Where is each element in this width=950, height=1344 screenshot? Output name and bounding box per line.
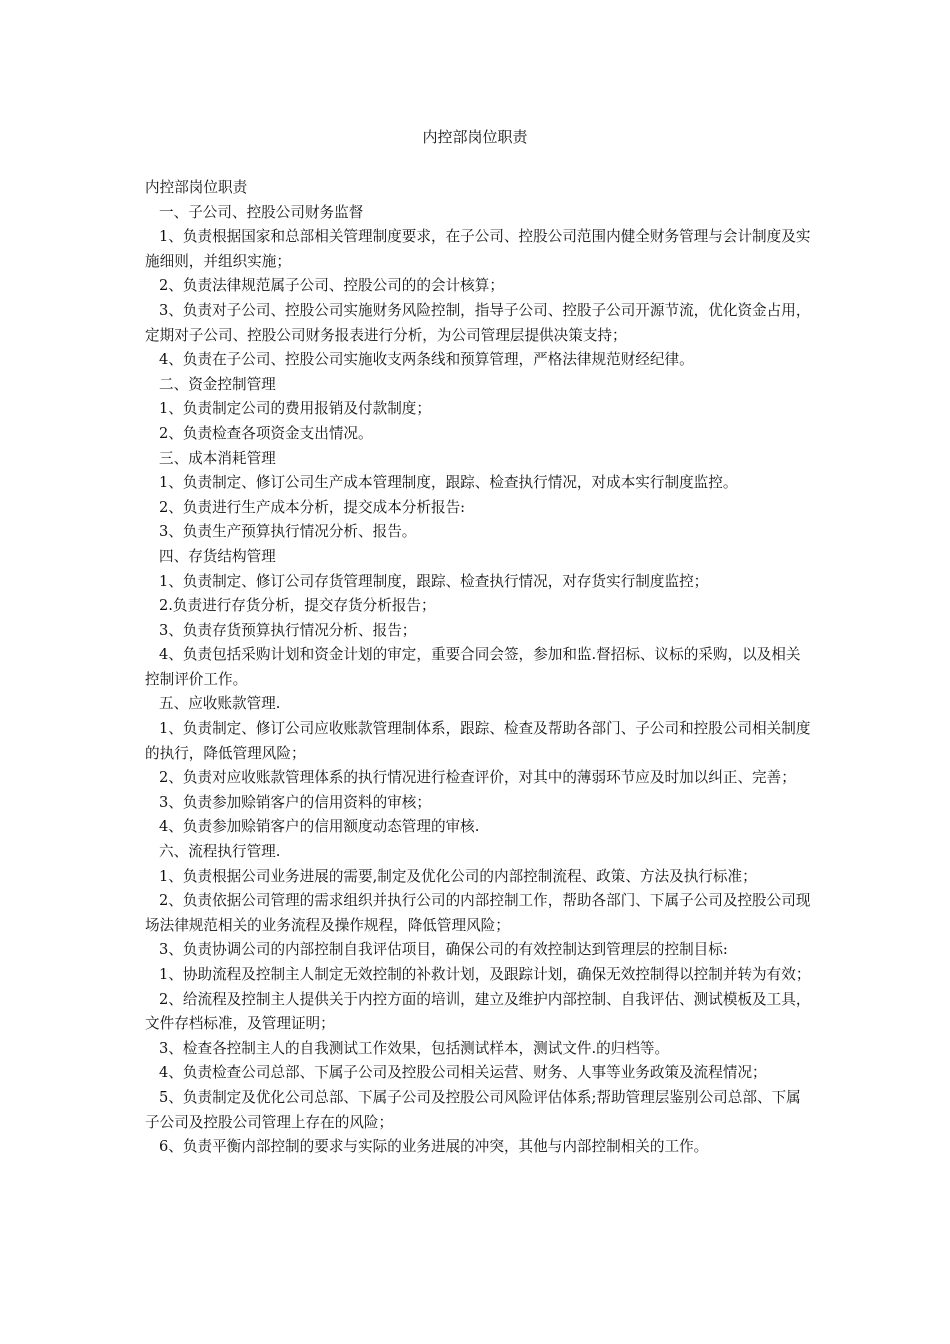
paragraph-line: 2、负责进行生产成本分析，提交成本分析报告:	[159, 498, 466, 516]
paragraph-line: 一、子公司、控股公司财务监督	[159, 203, 364, 221]
paragraph-line: 2、给流程及控制主人提供关于内控方面的培训，建立及维护内部控制、自我评估、测试模板及工具，文件存档标准，及管理证明；	[145, 990, 811, 1033]
paragraph-line: 4、负责包括采购计划和资金计划的审定，重要合同会签，参加和监.督招标、议标的采购，以及相关控制评价工作。	[145, 646, 801, 688]
paragraph-line: 4、负责参加赊销客户的信用额度动态管理的审核.	[159, 818, 480, 836]
paragraph-line: 2、负责检查各项资金支出情况。	[159, 424, 373, 442]
paragraph-line: 1、负责根据公司业务进展的需要,制定及优化公司的内部控制流程、政策、方法及执行标准；	[159, 867, 757, 885]
paragraph-line: 3、负责对子公司、控股公司实施财务风险控制，指导子公司、控股子公司开源节流，优化资金占用，定期对子公司、控股公司财务报表进行分析，为公司管理层提供决策支持；	[145, 301, 811, 344]
paragraph-line: 四、存货结构管理	[159, 547, 276, 565]
paragraph-line: 2、负责对应收账款管理体系的执行情况进行检查评价，对其中的薄弱环节应及时加以纠正、完善；	[159, 769, 796, 787]
paragraph-line: 4、负责检查公司总部、下属子公司及控股公司相关运营、财务、人事等业务政策及流程情况；	[159, 1064, 767, 1082]
paragraph-line: 6、负责平衡内部控制的要求与实际的业务进展的冲突，其他与内部控制相关的工作。	[159, 1138, 709, 1156]
paragraph-line: 1、负责制定、修订公司生产成本管理制度，跟踪、检查执行情况，对成本实行制度监控。	[159, 474, 738, 492]
paragraph-line: 3、检查各控制主人的自我测试工作效果，包括测试样本，测试文件.的归档等。	[159, 1039, 670, 1057]
paragraph-line: 2、负责依据公司管理的需求组织并执行公司的内部控制工作，帮助各部门、下属子公司及控股公司现场法律规范相关的业务流程及操作规程，降低管理风险；	[145, 892, 811, 934]
document-title: 内控部岗位职责	[422, 128, 528, 146]
paragraph-line: 1、负责制定公司的费用报销及付款制度；	[159, 400, 431, 418]
paragraph-line: 3、负责存货预算执行情况分析、报告；	[159, 621, 417, 639]
paragraph-line: 3、负责生产预算执行情况分析、报告。	[159, 523, 417, 541]
paragraph-line: 2、负责法律规范属子公司、控股公司的的会计核算；	[159, 277, 504, 295]
paragraph-line: 3、负责协调公司的内部控制自我评估项目，确保公司的有效控制达到管理层的控制目标:	[159, 941, 728, 959]
section-heading: 内控部岗位职责	[145, 179, 248, 196]
paragraph-line: 六、流程执行管理.	[159, 843, 281, 861]
paragraph-line: 五、应收账款管理.	[159, 695, 281, 713]
document-body	[145, 176, 815, 1160]
paragraph-line: 二、资金控制管理	[159, 375, 276, 393]
paragraph-line: 1、负责制定、修订公司存货管理制度，跟踪、检查执行情况，对存货实行制度监控；	[159, 572, 709, 590]
paragraph-line: 1、协助流程及控制主人制定无效控制的补救计划，及跟踪计划，确保无效控制得以控制并转为有效；	[159, 966, 811, 983]
paragraph-line: 5、负责制定及优化公司总部、下属子公司及控股公司风险评估体系;帮助管理层鉴别公司总部、下属子公司及控股公司管理上存在的风险；	[145, 1088, 801, 1131]
paragraph-line: 1、负责根据国家和总部相关管理制度要求，在子公司、控股公司范围内健全财务管理与会计制度及实施细则，并组织实施；	[145, 228, 811, 270]
paragraph-line: 1、负责制定、修订公司应收账款管理制体系，跟踪、检查及帮助各部门、子公司和控股公司相关制度的执行，降低管理风险；	[145, 720, 811, 762]
paragraph-line: 2.负责进行存货分析，提交存货分析报告；	[159, 597, 436, 615]
paragraph-line: 4、负责在子公司、控股公司实施收支两条线和预算管理，严格法律规范财经纪律。	[159, 351, 694, 369]
paragraph-line: 3、负责参加赊销客户的信用资料的审核；	[159, 793, 431, 811]
paragraph-line: 三、成本消耗管理	[159, 449, 276, 467]
